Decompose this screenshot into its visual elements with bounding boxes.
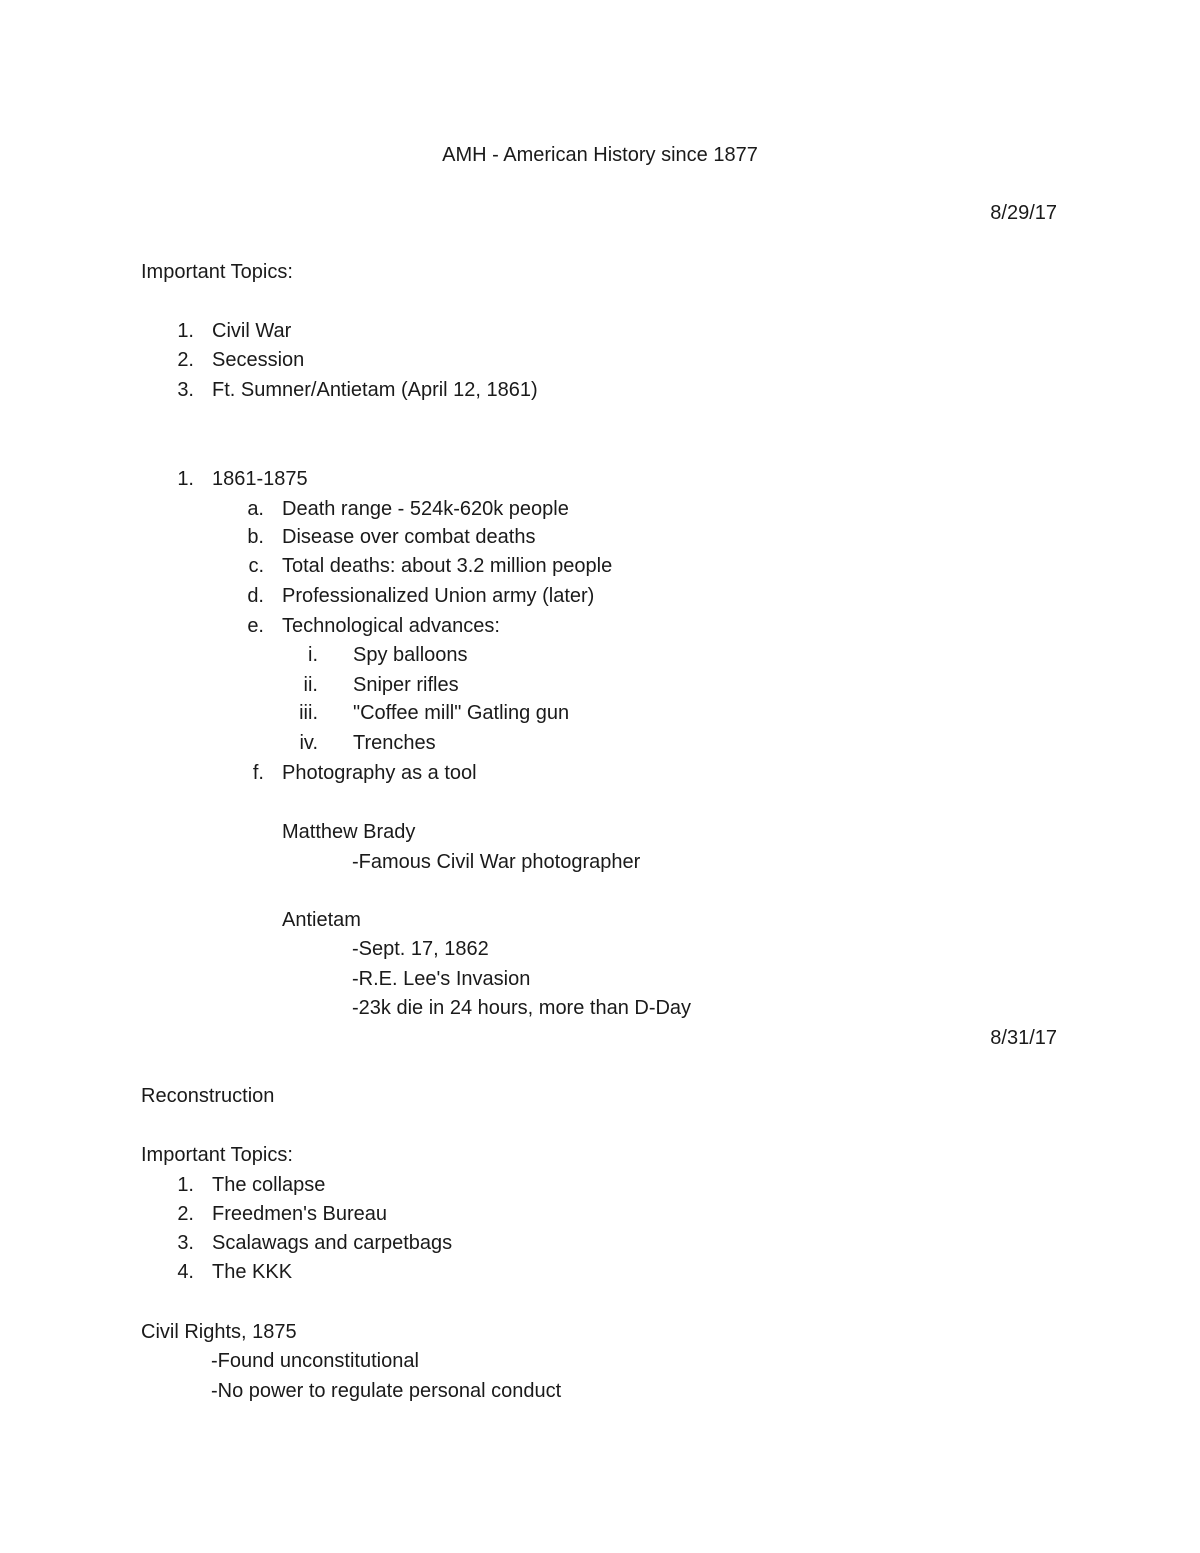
section-heading: Civil Rights, 1875 bbox=[141, 1321, 297, 1343]
section-heading: Reconstruction bbox=[141, 1085, 275, 1107]
section-heading: Important Topics: bbox=[141, 261, 293, 283]
list-marker: 1. bbox=[177, 320, 194, 342]
list-marker: e. bbox=[247, 615, 264, 637]
list-marker: f. bbox=[252, 762, 264, 784]
list-item-text: The collapse bbox=[212, 1174, 326, 1196]
list-item-text: Civil War bbox=[212, 320, 292, 342]
list-marker: a. bbox=[247, 498, 264, 520]
list-marker: 3. bbox=[177, 379, 194, 401]
list-item-text: Ft. Sumner/Antietam (April 12, 1861) bbox=[212, 379, 538, 401]
list-marker: 2. bbox=[177, 349, 194, 371]
list-item-text: Professionalized Union army (later) bbox=[282, 585, 595, 607]
document-title: AMH - American History since 1877 bbox=[442, 144, 758, 166]
note-heading: Matthew Brady bbox=[282, 821, 416, 843]
list-marker: 1. bbox=[177, 468, 194, 490]
list-marker: iii. bbox=[299, 702, 318, 724]
list-item-text: Sniper rifles bbox=[353, 674, 459, 696]
list-marker: 4. bbox=[177, 1261, 194, 1283]
list-item-text: Photography as a tool bbox=[282, 762, 477, 784]
list-marker: ii. bbox=[303, 674, 318, 696]
note-line: -Famous Civil War photographer bbox=[352, 851, 641, 873]
list-item-text: Technological advances: bbox=[282, 615, 500, 637]
date-label: 8/29/17 bbox=[990, 202, 1057, 224]
list-item-text: Trenches bbox=[353, 732, 436, 754]
list-item-text: Spy balloons bbox=[353, 644, 468, 666]
list-item-text: Freedmen's Bureau bbox=[212, 1203, 388, 1225]
list-marker: i. bbox=[308, 644, 318, 666]
section-heading: Important Topics: bbox=[141, 1144, 293, 1166]
note-line: -Sept. 17, 1862 bbox=[352, 938, 489, 960]
list-item-text: "Coffee mill" Gatling gun bbox=[353, 702, 570, 724]
list-item-text: Disease over combat deaths bbox=[282, 526, 536, 548]
list-item-text: The KKK bbox=[212, 1261, 293, 1283]
note-line: -Found unconstitutional bbox=[211, 1350, 419, 1372]
note-line: -R.E. Lee's Invasion bbox=[352, 968, 531, 990]
list-item-text: 1861-1875 bbox=[212, 468, 308, 490]
note-heading: Antietam bbox=[282, 909, 361, 931]
list-item-text: Scalawags and carpetbags bbox=[212, 1232, 453, 1254]
list-marker: 3. bbox=[177, 1232, 194, 1254]
list-marker: d. bbox=[247, 585, 264, 607]
list-marker: c. bbox=[248, 555, 264, 577]
date-label: 8/31/17 bbox=[990, 1027, 1057, 1049]
note-line: -23k die in 24 hours, more than D-Day bbox=[352, 997, 692, 1019]
list-item-text: Secession bbox=[212, 349, 305, 371]
list-marker: 2. bbox=[177, 1203, 194, 1225]
list-item-text: Death range - 524k-620k people bbox=[282, 498, 569, 520]
list-marker: b. bbox=[247, 526, 264, 548]
note-line: -No power to regulate personal conduct bbox=[211, 1380, 562, 1402]
list-marker: iv. bbox=[299, 732, 318, 754]
list-marker: 1. bbox=[177, 1174, 194, 1196]
list-item-text: Total deaths: about 3.2 million people bbox=[282, 555, 613, 577]
